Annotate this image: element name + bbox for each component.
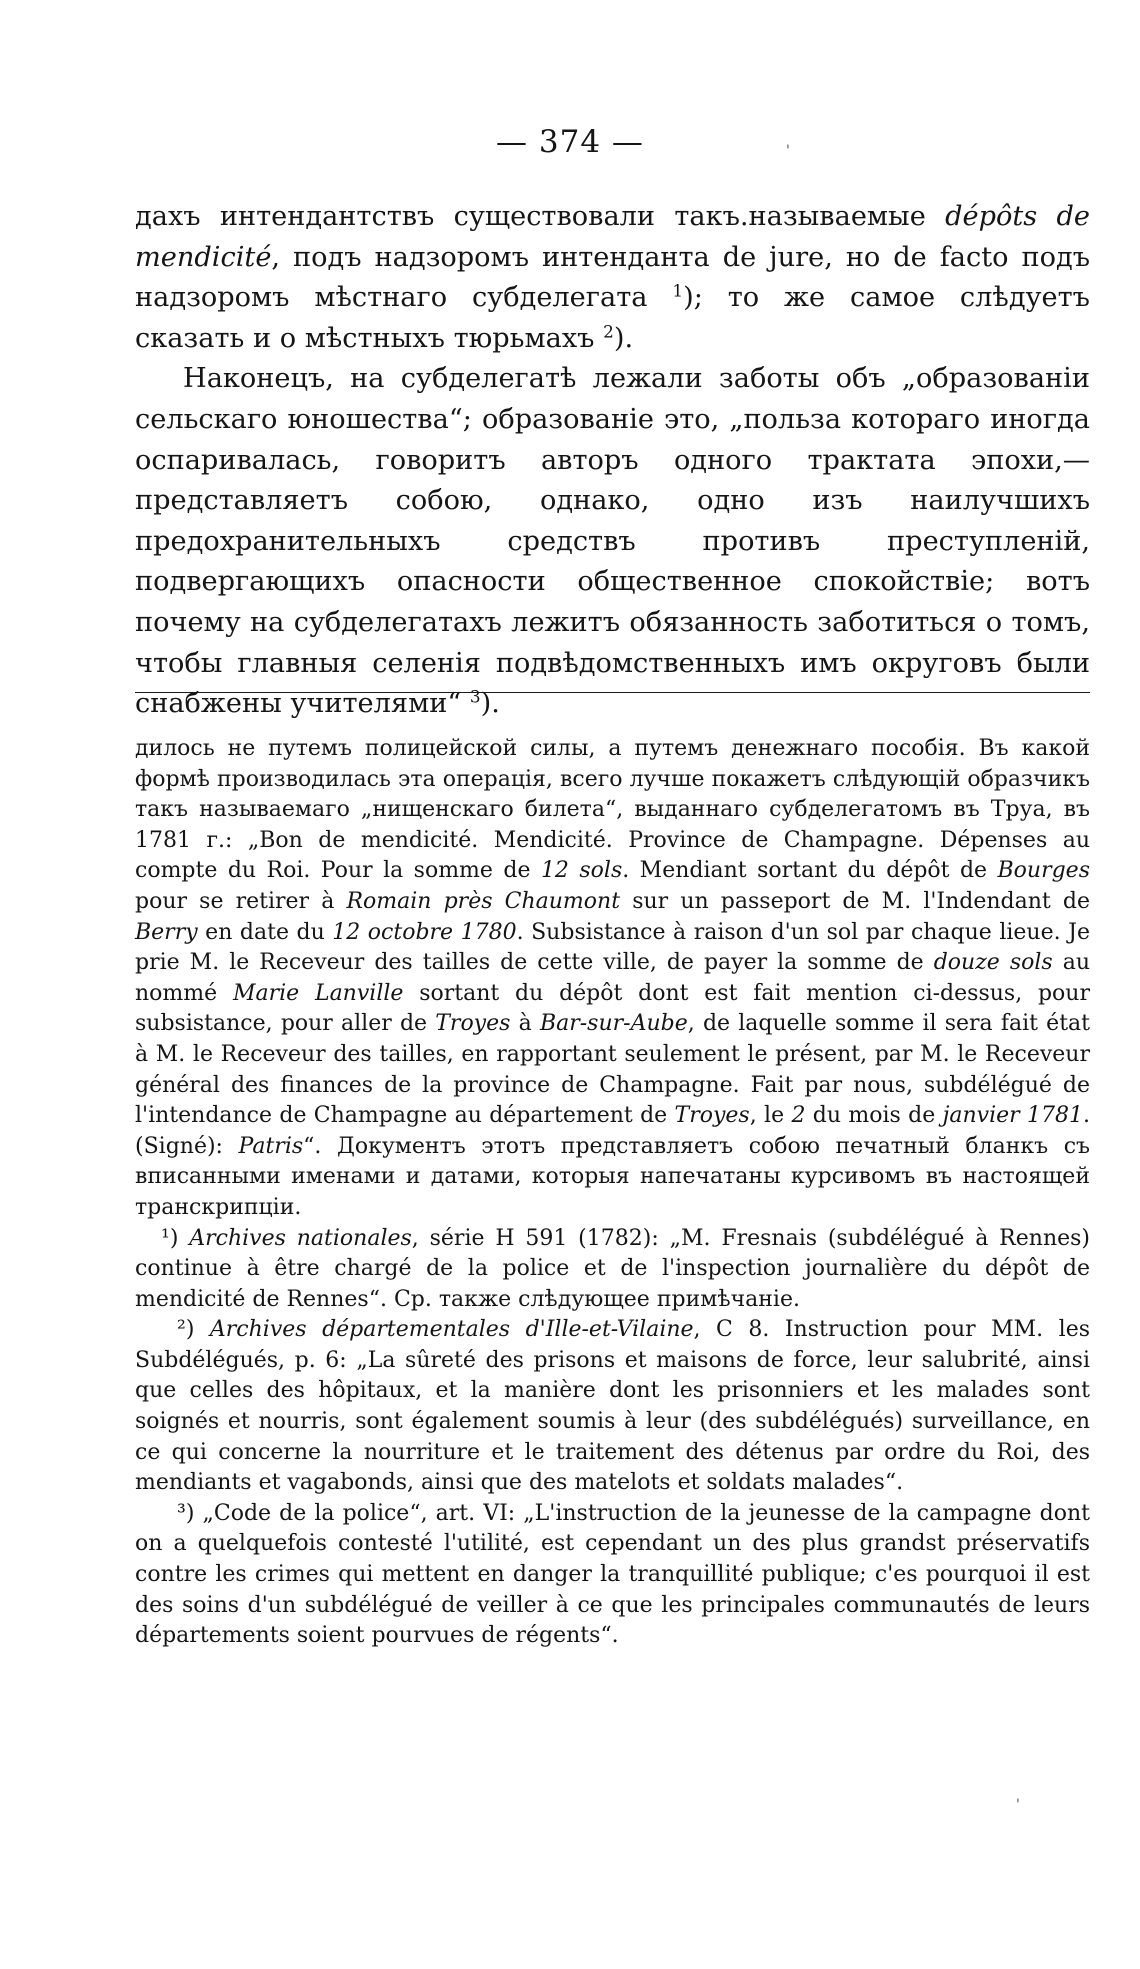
footnote-3: ³) „Code de la police“, art. VI: „L'instruction de la jeunesse de la campagne dont on a quelquefois contesté l'utilité, est cependant un des plus grandst préservatifs contre les crimes qui mettent en danger la tranquillité publique; c'es pourquoi il est des soins d'un subdélégué de veiller à ce que les principales communautés de leurs départements soient pourvues de régents“. [135,1500,1090,1649]
main-paragraph-2: Наконецъ, на субделегатѣ лежали заботы объ „образованіи сельскаго юношества“; образованіе это, „польза котораго иногда оспаривалась, говоритъ авторъ одного трактата эпохи,—представляетъ собою, однако, одно изъ наилучшихъ предохранительныхъ средствъ противъ преступленій, подвергающихъ опасности общественное спокойствіе; вотъ почему на субделегатахъ лежитъ обязанность заботиться о томъ, чтобы главныя селенія подвѣдомственныхъ имъ округовъ были снабжены учителями“ $^3$). [135,363,1090,720]
footnote-continuation: дилось не путемъ полицейской силы, а путемъ денежнаго пособія. Въ какой формѣ производилась эта операція, всего лучше покажетъ слѣдующій образчикъ такъ называемаго „нищенскаго билета“, выданнаго субделегатомъ въ Труа, въ 1781 г.: „Bon de mendicité. Mendicité. Province de Champagne. Dépenses au compte du Roi. Pour la somme de 12 sols. Mendiant sortant du dépôt de Bourges pour se retirer à Romain près Chaumont sur un passeport de M. l'Indendant de Berry en date du 12 octobre 1780. Subsistance à raison d'un sol par chaque lieue. Je prie M. le Receveur des tailles de cette ville, de payer la somme de douze sols au nommé Marie Lanville sortant du dépôt dont est fait mention ci-dessus, pour subsistance, pour aller de Troyes à Bar-sur-Aube, de laquelle somme il sera fait état à M. le Receveur des tailles, en rapportant seulement le présent, par M. le Receveur général des finances de la province de Champagne. Fait par nous, subdélégué de l'intendance de Champagne au département de Troyes, le 2 du mois de janvier 1781. (Signé): Patris“. Документъ этотъ представляетъ собою печатный бланкъ съ вписанными именами и датами, которыя напечатаны курсивомъ въ настоящей транскрипціи. [135,736,1091,1220]
footnote-mark-2: ² [177,1317,186,1343]
footnote-separator [135,692,1090,693]
stray-mark: ' [786,143,790,159]
footnote-mark-1: ¹ [161,1225,170,1251]
footnote-ref-1: 1 [672,280,684,301]
footnote-mark-3: ³ [177,1500,186,1526]
footnote-1: ¹) Archives nationales, série H 591 (1782): „M. Fresnais (subdélégué à Rennes) continue à être chargé de la police et de l'inspection journalière du dépôt de mendicité de Rennes“. Ср. также слѣдующее примѣчаніе. [135,1225,1091,1312]
footnote-ref-2: 2 [603,321,614,342]
page-number: — 374 — [496,124,644,160]
footnote-2: ²) Archives départementales d'Ille-et-Vilaine, C 8. Instruction pour MM. les Subdélégués, p. 6: „La sûreté des prisons et maisons de force, leur salubrité, ainsi que celles des hôpitaux, et la manière dont les prisonniers et les malades sont soignés et nourris, sont également soumis à leur (des subdélégués) surveillance, en ce qui concerne la nourriture et le traitement des détenus par ordre du Roi, des mendiants et vagabonds, ainsi que des matelots et soldats malades“. [135,1317,1091,1496]
footnote-ref-3: 3 [469,686,481,707]
main-paragraph-1: дахъ интендантствъ существовали такъ.называемые dépôts de mendicité, подъ надзоромъ интенданта de jure, но de facto подъ надзоромъ мѣстнаго субделегата $^1$); то же самое слѣдуетъ сказать и о мѣстныхъ тюрьмахъ $^2$). [135,201,1090,354]
stray-mark-bottom: ' [1016,1797,1020,1813]
main-text [135,197,1090,725]
footnotes [135,734,1090,1652]
